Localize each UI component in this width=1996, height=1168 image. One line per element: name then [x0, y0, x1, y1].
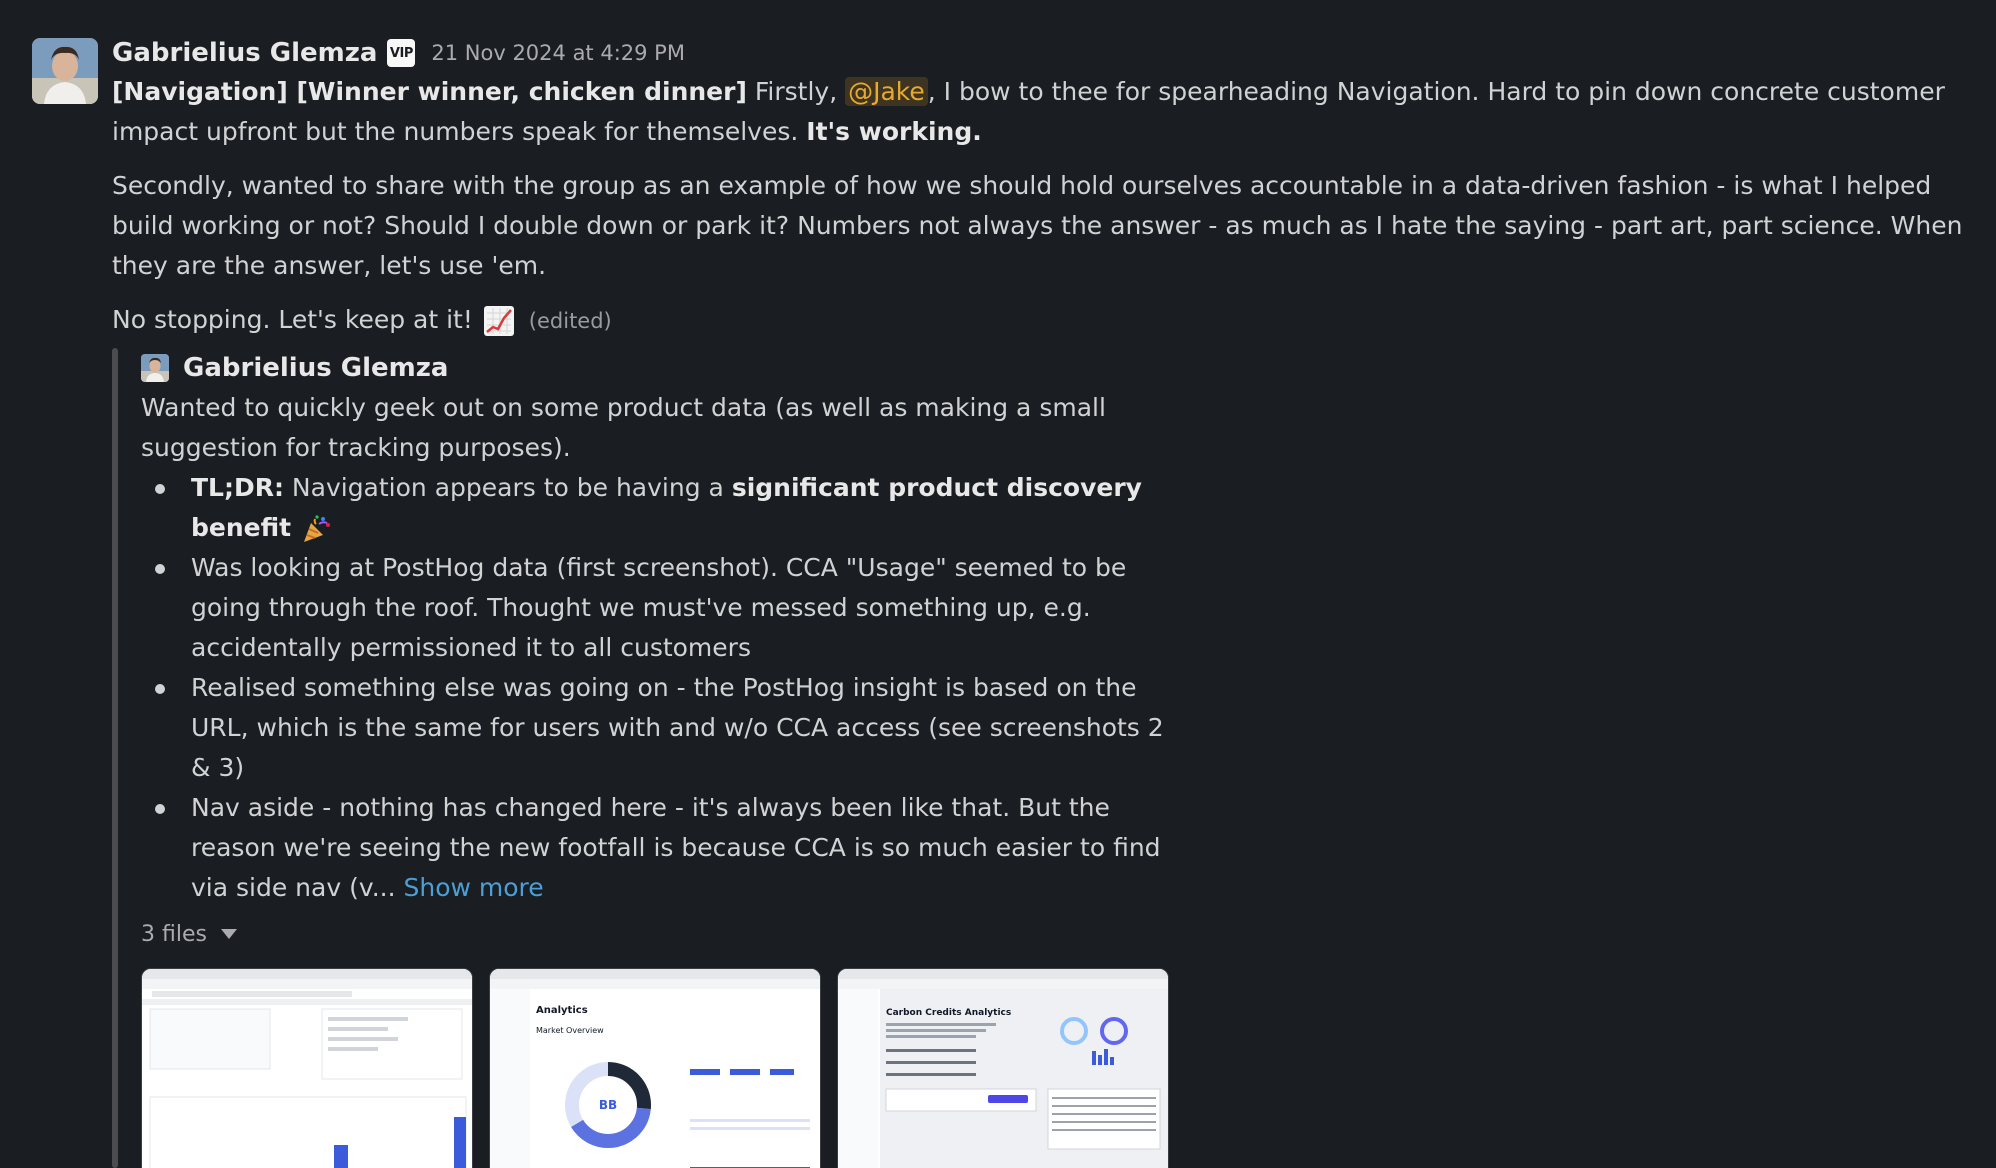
edited-label: (edited) — [528, 309, 612, 333]
message-timestamp[interactable]: 21 Nov 2024 at 4:29 PM — [431, 41, 685, 65]
author-avatar[interactable] — [32, 38, 98, 104]
bullet-text: Navigation appears to be having a — [283, 473, 732, 502]
message-paragraph-2: Secondly, wanted to share with the group as an example of how we should hold ourselves accountable in a data-driven fashion - is what I helped build working or not? Should I double down or park it? Numbers not always the answer - as much as I hate the saying - part art, part science. When they are the answer, let's use 'em. — [112, 171, 1963, 280]
message-header — [112, 34, 1982, 72]
party-popper-icon — [301, 513, 333, 545]
list-item: Was looking at PostHog data (first screenshot). CCA "Usage" seemed to be going through the roof. Thought we must've messed something up, e.g. accidentally permissioned it to all customers — [141, 548, 1181, 668]
shared-message — [112, 348, 1212, 1168]
bullet-bold: significant product discovery benefit — [191, 473, 1142, 542]
message-paragraph-3 — [112, 300, 1982, 341]
svg-text:Market Overview: Market Overview — [536, 1026, 604, 1035]
shared-intro-text: Wanted to quickly geek out on some product data (as well as making a small suggestion for tracking purposes). — [141, 393, 1106, 462]
list-item — [141, 468, 1181, 548]
svg-text:BB: BB — [598, 1098, 618, 1112]
shared-message-content — [141, 348, 1201, 1168]
shared-author-avatar[interactable] — [141, 354, 169, 382]
svg-text:Carbon Credits Analytics: Carbon Credits Analytics — [886, 1008, 1012, 1018]
file-thumbnail-2[interactable] — [489, 968, 821, 1168]
list-item — [141, 788, 1181, 908]
message-bold-text: It's working. — [806, 117, 982, 146]
bullet-text: Nav aside - nothing has changed here - it's always been like that. But the reason we're seeing the new footfall is because CCA is so much easier to find via side nav (v... — [191, 793, 1161, 902]
bullet-bold: TL;DR: — [191, 473, 284, 502]
show-more-link[interactable]: Show more — [403, 873, 544, 902]
svg-text:Analytics: Analytics — [536, 1005, 588, 1016]
author-name[interactable]: Gabrielius Glemza — [112, 38, 378, 68]
message-text: , I bow to thee for spearheading Navigation. Hard to pin down concrete customer impact upfront but the numbers speak for themselves. — [112, 77, 1945, 146]
message-tags: [Navigation] [Winner winner, chicken dinner] — [112, 77, 747, 106]
file-thumbnail-3[interactable] — [837, 968, 1169, 1168]
message-text: No stopping. Let's keep at it! — [112, 305, 473, 334]
file-thumbnail-1[interactable] — [141, 968, 473, 1168]
shared-message-header — [141, 348, 1201, 388]
message-text: Firstly, — [746, 77, 846, 106]
caret-down-icon — [221, 929, 237, 939]
vip-badge: VIP — [387, 39, 415, 67]
message-body — [112, 34, 1982, 341]
bullet-list — [141, 468, 1181, 908]
chart-increasing-icon — [483, 305, 515, 337]
list-item: Realised something else was going on - the PostHog insight is based on the URL, which is the same for users with and w/o CCA access (see screenshots 2 & 3) — [141, 668, 1181, 788]
files-toggle[interactable] — [141, 914, 251, 954]
shared-author-name[interactable]: Gabrielius Glemza — [183, 353, 449, 383]
message-paragraph-1 — [112, 72, 1982, 152]
user-mention[interactable]: @Jake — [845, 77, 928, 106]
quote-bar — [112, 348, 118, 1168]
file-thumbnails — [141, 968, 1201, 1168]
files-label: 3 files — [141, 921, 207, 947]
